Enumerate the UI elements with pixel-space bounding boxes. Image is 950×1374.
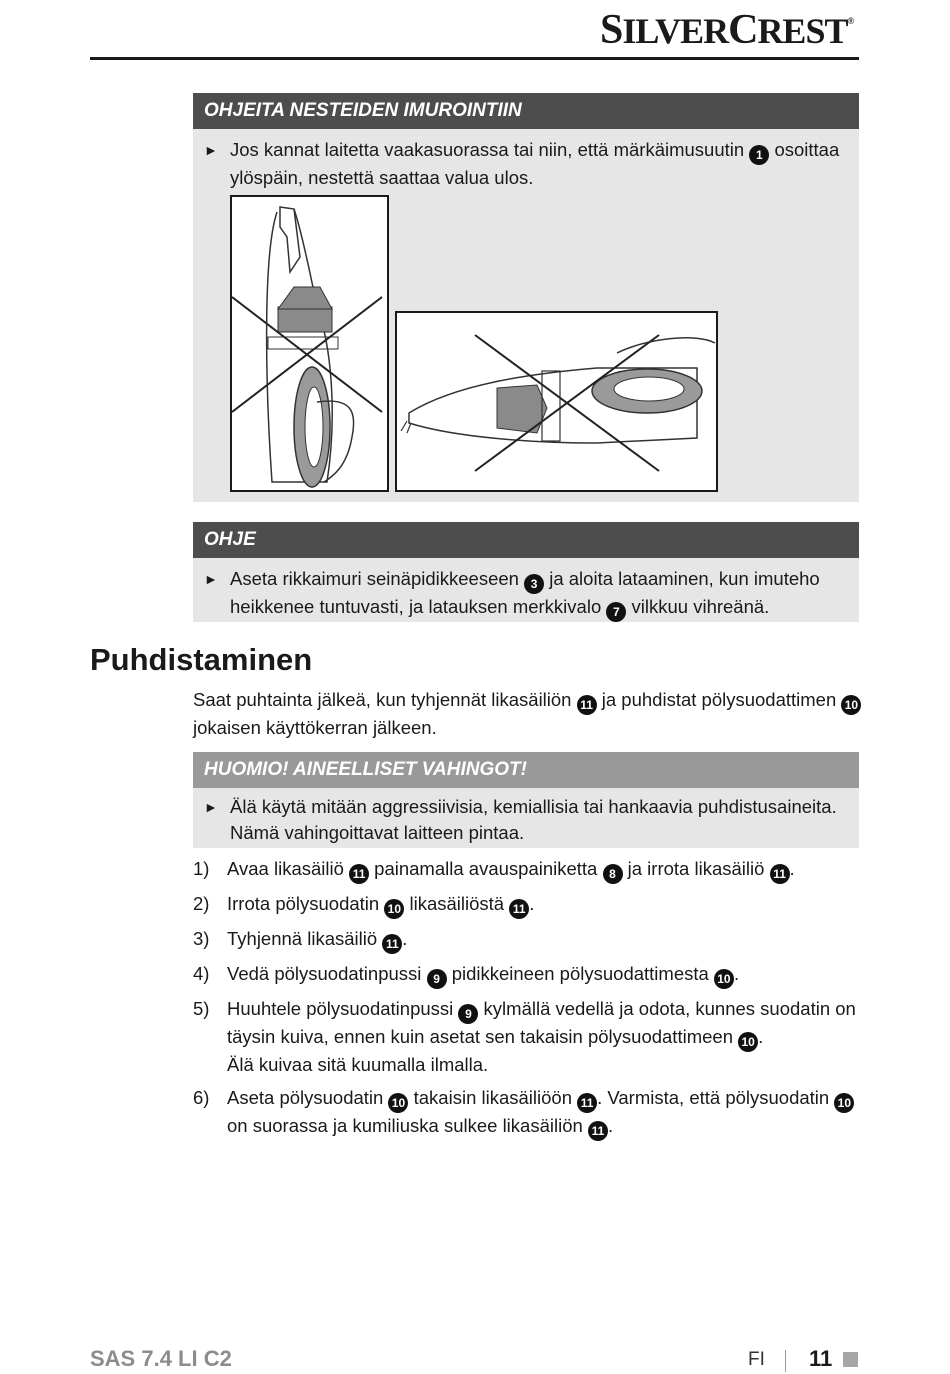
bullet-arrow-icon: ► bbox=[204, 142, 218, 158]
step-item: 2) Irrota pölysuodatin 10 likasäiliöstä 11 . bbox=[193, 891, 863, 919]
bullet-arrow-icon: ► bbox=[204, 799, 218, 815]
section-title: Puhdistaminen bbox=[90, 642, 313, 677]
bullet-arrow-icon: ► bbox=[204, 571, 218, 587]
header-rule bbox=[90, 57, 859, 60]
liquids-box-title: OHJEITA NESTEIDEN IMUROINTIIN bbox=[193, 93, 859, 129]
ref-badge: 10 bbox=[834, 1093, 854, 1113]
step-item: 1) Avaa likasäiliö 11 painamalla avauspainiketta 8 ja irrota likasäiliö 11 . bbox=[193, 856, 863, 884]
ref-badge: 11 bbox=[577, 1093, 597, 1113]
section-intro: Saat puhtainta jälkeä, kun tyhjennät likasäiliön 11 ja puhdistat pölysuodattimen 10 jokaisen käyttökerran jälkeen. bbox=[193, 687, 863, 741]
note-bullet: ► Aseta rikkaimuri seinäpidikkeeseen 3 ja aloita lataaminen, kun imuteho heikkenee tuntuvasti, ja latauksen merkkivalo 7 vilkkuu vihreänä. bbox=[193, 566, 859, 622]
step-item: 6) Aseta pölysuodatin 10 takaisin likasäiliöön 11 . Varmista, että pölysuodatin 10 on suorassa ja kumiliuska sulkee likasäiliön 11 . bbox=[193, 1085, 863, 1141]
note-box bbox=[193, 522, 859, 622]
step-item: 4) Vedä pölysuodatinpussi 9 pidikkeineen pölysuodattimesta 10 . bbox=[193, 961, 863, 989]
ref-badge: 10 bbox=[388, 1093, 408, 1113]
ref-badge: 7 bbox=[606, 602, 626, 622]
ref-badge: 11 bbox=[770, 864, 790, 884]
footer-square-icon bbox=[843, 1352, 858, 1367]
ref-badge: 11 bbox=[588, 1121, 608, 1141]
warning-box bbox=[193, 752, 859, 848]
footer-model: SAS 7.4 LI C2 bbox=[90, 1346, 232, 1371]
ref-badge: 1 bbox=[749, 145, 769, 165]
page-number: 11 bbox=[809, 1346, 833, 1371]
step-item: 3) Tyhjennä likasäiliö 11 . bbox=[193, 926, 863, 954]
footer-divider bbox=[785, 1350, 786, 1372]
brand-logo: SILVERCREST® bbox=[600, 7, 854, 53]
liquids-bullet: ► Jos kannat laitetta vaakasuorassa tai niin, että märkäimusuutin 1 osoittaa ylöspäin, nestettä saattaa valua ulos. bbox=[204, 139, 840, 188]
ref-badge: 8 bbox=[603, 864, 623, 884]
ref-badge: 10 bbox=[841, 695, 861, 715]
cleaning-steps bbox=[193, 856, 863, 1148]
ref-badge: 9 bbox=[458, 1004, 478, 1024]
figure-horizontal-crossed bbox=[395, 311, 718, 492]
ref-badge: 10 bbox=[714, 969, 734, 989]
note-box-title: OHJE bbox=[193, 522, 859, 558]
footer-language: FI bbox=[748, 1349, 765, 1370]
ref-badge: 10 bbox=[738, 1032, 758, 1052]
warning-bullet: ► Älä käytä mitään aggressiivisia, kemiallisia tai hankaavia puhdistusaineita. Nämä vahingoittavat laitteen pintaa. bbox=[204, 796, 837, 843]
ref-badge: 11 bbox=[509, 899, 529, 919]
ref-badge: 11 bbox=[577, 695, 597, 715]
ref-badge: 10 bbox=[384, 899, 404, 919]
warning-box-title: HUOMIO! AINEELLISET VAHINGOT! bbox=[193, 752, 859, 788]
ref-badge: 11 bbox=[349, 864, 369, 884]
ref-badge: 9 bbox=[427, 969, 447, 989]
ref-badge: 3 bbox=[524, 574, 544, 594]
ref-badge: 11 bbox=[382, 934, 402, 954]
figure-vertical-crossed bbox=[230, 195, 389, 492]
step-item: 5) Huuhtele pölysuodatinpussi 9 kylmällä vedellä ja odota, kunnes suodatin on täysin kuiva, ennen kuin asetat sen takaisin pölysuodattimeen 10 . Älä kuivaa sitä kuumalla ilmalla. bbox=[193, 998, 856, 1075]
